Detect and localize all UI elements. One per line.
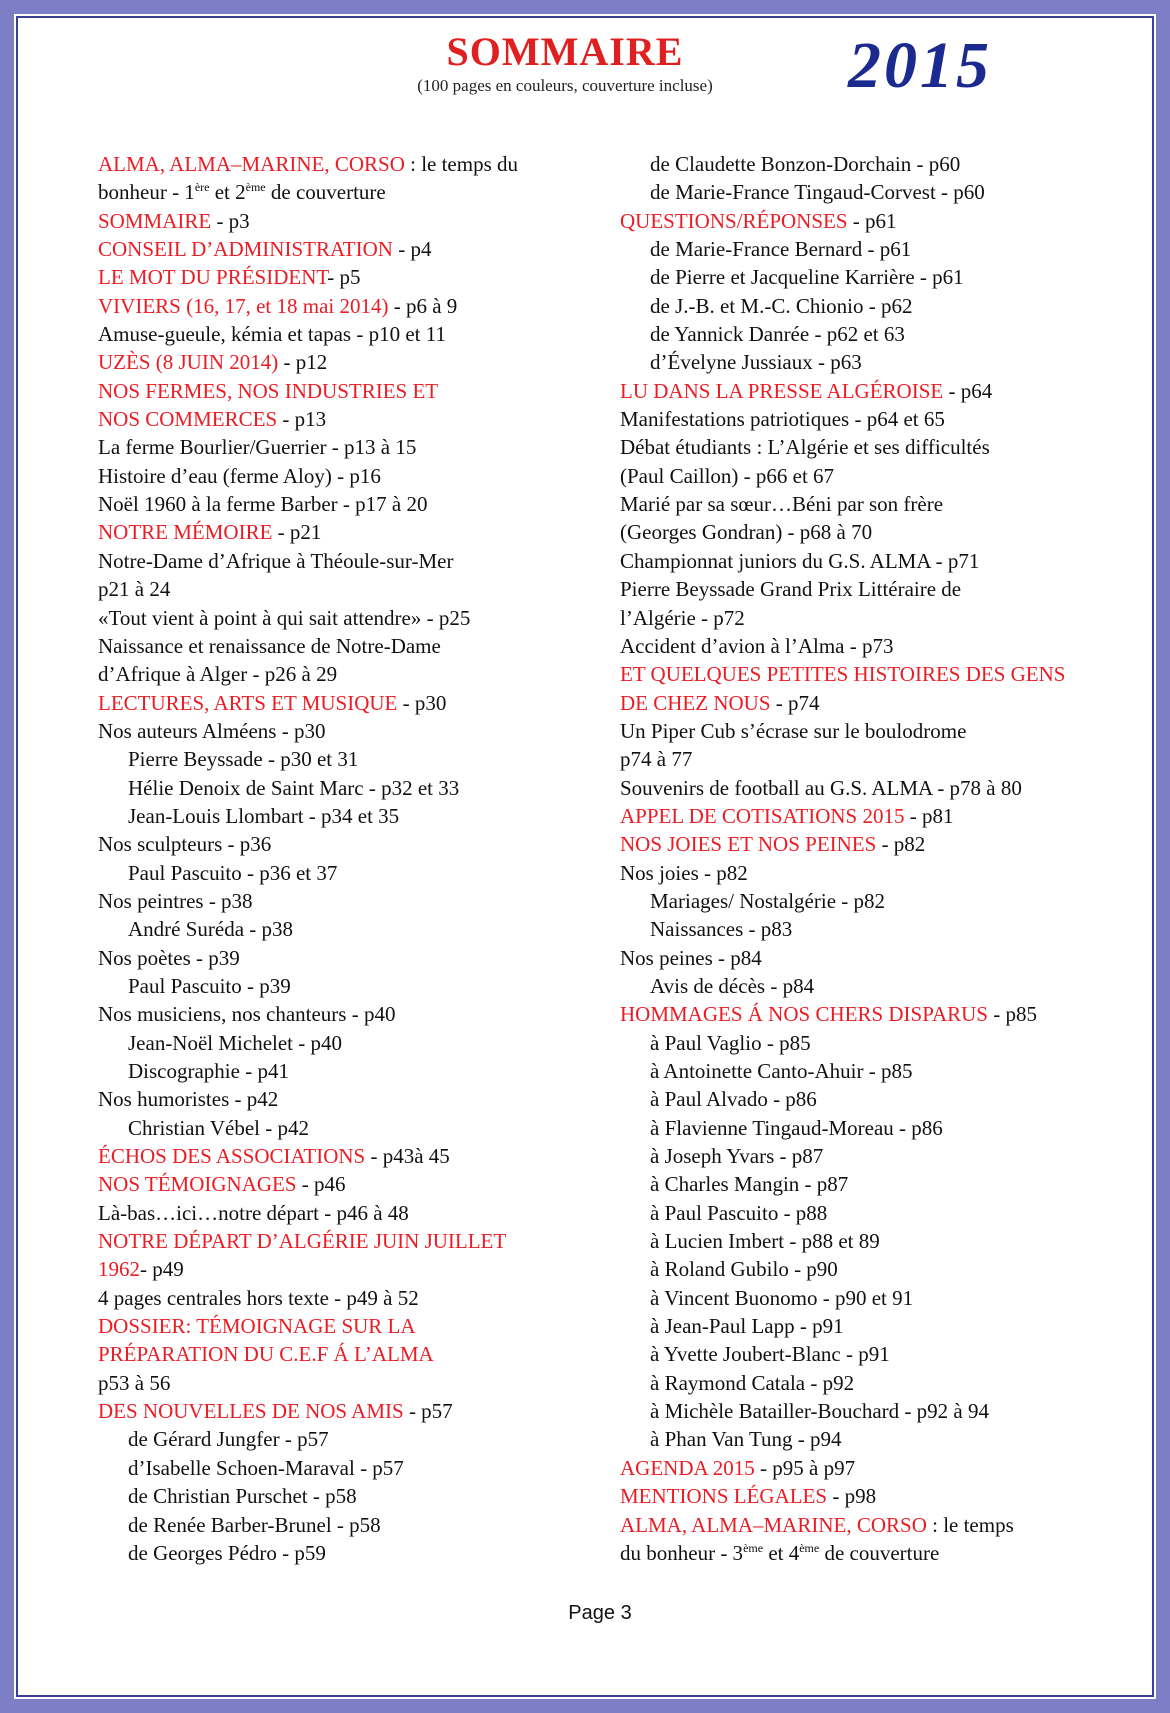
- toc-subentry: à Michèle Batailler-Bouchard - p92 à 94: [650, 1399, 989, 1424]
- toc-entry: Nos joies - p82: [620, 860, 748, 885]
- toc-section: [620, 660, 1120, 688]
- section-page: - p5: [327, 265, 361, 290]
- toc-subentry: Hélie Denoix de Saint Marc - p32 et 33: [128, 775, 460, 800]
- section-heading: 1962: [98, 1257, 140, 1282]
- toc-subentry: à Roland Gubilo - p90: [650, 1257, 838, 1282]
- toc-subentry: à Vincent Buonomo - p90 et 91: [650, 1285, 914, 1310]
- toc-subentry: de Claudette Bonzon-Dorchain - p60: [650, 152, 961, 176]
- toc-subentry: à Phan Van Tung - p94: [650, 1427, 842, 1452]
- section-page: - p4: [392, 237, 432, 262]
- toc-subentry: de Renée Barber-Brunel - p58: [128, 1512, 381, 1537]
- section-page: - p74: [770, 690, 820, 715]
- toc-subentry: à Flavienne Tingaud-Moreau - p86: [650, 1115, 943, 1140]
- toc-section: [98, 689, 618, 717]
- superscript: ème: [799, 1540, 820, 1555]
- section-heading: ALMA, ALMA–MARINE, CORSO: [98, 152, 405, 176]
- toc-section: [98, 150, 618, 178]
- toc-entry: p21 à 24: [98, 577, 171, 602]
- section-page: - p82: [876, 832, 926, 857]
- toc-section: [98, 263, 618, 291]
- toc-entry: La ferme Bourlier/Guerrier - p13 à 15: [98, 435, 417, 460]
- toc-subentry: Christian Vébel - p42: [128, 1115, 310, 1140]
- toc-entry: Notre-Dame d’Afrique à Théoule-sur-Mer: [98, 548, 454, 573]
- year-heading: 2015: [848, 29, 992, 102]
- toc-entry: «Tout vient à point à qui sait attendre» - p25: [98, 605, 471, 630]
- toc-entry: Histoire d’eau (ferme Aloy) - p16: [98, 463, 381, 488]
- toc-section: [98, 292, 618, 320]
- toc-section: [98, 518, 618, 546]
- toc-subentry: André Suréda - p38: [128, 917, 294, 942]
- toc-entry: Accident d’avion à l’Alma - p73: [620, 633, 894, 658]
- toc-subentry: Paul Pascuito - p36 et 37: [128, 860, 338, 885]
- toc-subentry: à Jean-Paul Lapp - p91: [650, 1314, 844, 1339]
- toc-entry: Nos sculpteurs - p36: [98, 832, 272, 857]
- section-page: - p57: [403, 1399, 453, 1424]
- section-heading: MENTIONS LÉGALES: [620, 1484, 828, 1509]
- toc-subentry: de Georges Pédro - p59: [128, 1540, 326, 1565]
- section-heading: AGENDA 2015: [620, 1455, 755, 1480]
- toc-subentry: Naissances - p83: [650, 917, 793, 942]
- toc-subentry: à Paul Pascuito - p88: [650, 1200, 828, 1225]
- section-heading: LECTURES, ARTS ET MUSIQUE: [98, 690, 398, 715]
- entry-text: de couverture: [265, 180, 386, 205]
- toc-entry: [620, 1539, 1120, 1567]
- toc-entry: p53 à 56: [98, 1370, 171, 1395]
- toc-section: [98, 235, 618, 263]
- toc-subentry: de Marie-France Bernard - p61: [650, 237, 912, 262]
- toc-entry: [98, 178, 618, 206]
- section-page: - p12: [278, 350, 328, 375]
- toc-subentry: à Paul Alvado - p86: [650, 1087, 817, 1112]
- section-heading: ET QUELQUES PETITES HISTOIRES DES GENS: [620, 662, 1066, 687]
- toc-subentry: Jean-Louis Llombart - p34 et 35: [128, 803, 400, 828]
- toc-subentry: à Joseph Yvars - p87: [650, 1144, 824, 1169]
- toc-section: [98, 1170, 618, 1198]
- toc-subentry: de Yannick Danrée - p62 et 63: [650, 322, 905, 347]
- section-page: : le temps du: [404, 152, 519, 176]
- toc-section: [98, 1397, 618, 1425]
- section-page: - p98: [827, 1484, 877, 1509]
- toc-entry: Nos poètes - p39: [98, 945, 240, 970]
- section-heading: VIVIERS (16, 17, et 18 mai 2014): [98, 293, 389, 318]
- superscript: ère: [194, 180, 210, 195]
- toc-section: [620, 1454, 1120, 1482]
- toc-section: [98, 348, 618, 376]
- toc-section: [98, 1227, 618, 1255]
- section-heading: HOMMAGES Á NOS CHERS DISPARUS: [620, 1002, 988, 1027]
- section-heading: DOSSIER: TÉMOIGNAGE SUR LA: [98, 1314, 416, 1339]
- toc-subentry: à Raymond Catala - p92: [650, 1370, 855, 1395]
- toc-section: [620, 1511, 1120, 1539]
- toc-section: [98, 207, 618, 235]
- toc-subentry: à Antoinette Canto-Ahuir - p85: [650, 1059, 913, 1083]
- entry-text: et 4: [763, 1540, 800, 1565]
- section-page: - p3: [211, 208, 250, 233]
- toc-entry: Marié par sa sœur…Béni par son frère: [620, 492, 944, 517]
- toc-subentry: de Pierre et Jacqueline Karrière - p61: [650, 265, 964, 290]
- toc-section: [620, 802, 1120, 830]
- section-heading: ÉCHOS DES ASSOCIATIONS: [98, 1144, 366, 1169]
- section-page: - p64: [943, 378, 993, 403]
- section-page: - p95 à p97: [754, 1455, 856, 1480]
- section-heading: NOS JOIES ET NOS PEINES: [620, 832, 877, 857]
- entry-text: bonheur - 1: [98, 180, 195, 205]
- toc-section: [98, 1340, 618, 1368]
- toc-entry: Championnat juniors du G.S. ALMA - p71: [620, 548, 980, 573]
- toc-section: [620, 377, 1120, 405]
- toc-subentry: d’Isabelle Schoen-Maraval - p57: [128, 1455, 404, 1480]
- section-page: - p61: [847, 208, 897, 233]
- section-page: : le temps: [926, 1512, 1014, 1537]
- toc-entry: Nos humoristes - p42: [98, 1087, 279, 1112]
- toc-entry: (Paul Caillon) - p66 et 67: [620, 463, 835, 488]
- section-page: - p43à 45: [365, 1144, 450, 1169]
- toc-section: [98, 1312, 618, 1340]
- entry-text: du bonheur - 3: [620, 1540, 744, 1565]
- toc-section: [620, 830, 1120, 858]
- toc-subentry: Jean-Noël Michelet - p40: [128, 1030, 343, 1055]
- section-heading: DES NOUVELLES DE NOS AMIS: [98, 1399, 404, 1424]
- toc-subentry: Mariages/ Nostalgérie - p82: [650, 888, 886, 913]
- section-heading: LE MOT DU PRÉSIDENT: [98, 265, 328, 290]
- toc-entry: Nos peintres - p38: [98, 888, 253, 913]
- toc-entry: Nos musiciens, nos chanteurs - p40: [98, 1002, 396, 1027]
- toc-entry: Nos peines - p84: [620, 945, 762, 970]
- toc-right-column: [620, 150, 1120, 1567]
- section-heading: PRÉPARATION DU C.E.F Á L’ALMA: [98, 1342, 434, 1367]
- toc-subentry: de Marie-France Tingaud-Corvest - p60: [650, 180, 985, 205]
- toc-subentry: de J.-B. et M.-C. Chionio - p62: [650, 293, 913, 318]
- toc-entry: Un Piper Cub s’écrase sur le boulodrome: [620, 718, 967, 743]
- toc-entry: Manifestations patriotiques - p64 et 65: [620, 407, 945, 432]
- toc-subentry: à Charles Mangin - p87: [650, 1172, 849, 1197]
- toc-section: [98, 1255, 618, 1283]
- toc-section: [98, 377, 618, 405]
- toc-subentry: à Paul Vaglio - p85: [650, 1030, 811, 1055]
- section-page: - p49: [140, 1257, 184, 1282]
- toc-section: [620, 689, 1120, 717]
- superscript: ème: [743, 1540, 764, 1555]
- section-page: - p6 à 9: [388, 293, 458, 318]
- superscript: ème: [245, 180, 266, 195]
- entry-text: et 2: [209, 180, 246, 205]
- toc-entry: (Georges Gondran) - p68 à 70: [620, 520, 873, 545]
- toc-section: [620, 1000, 1120, 1028]
- toc-entry: Là-bas…ici…notre départ - p46 à 48: [98, 1200, 409, 1225]
- section-heading: NOS TÉMOIGNAGES: [98, 1172, 297, 1197]
- page-number: Page 3: [568, 1602, 632, 1624]
- toc-entry: d’Afrique à Alger - p26 à 29: [98, 662, 338, 687]
- section-heading: ALMA, ALMA–MARINE, CORSO: [620, 1512, 927, 1537]
- section-heading: NOTRE MÉMOIRE: [98, 520, 273, 545]
- toc-subentry: d’Évelyne Jussiaux - p63: [650, 350, 862, 375]
- page-title: SOMMAIRE: [446, 29, 684, 74]
- toc-entry: l’Algérie - p72: [620, 605, 745, 630]
- section-heading: UZÈS (8 JUIN 2014): [98, 350, 279, 375]
- toc-entry: p74 à 77: [620, 747, 693, 772]
- toc-entry: Nos auteurs Alméens - p30: [98, 718, 326, 743]
- toc-section: [98, 405, 618, 433]
- toc-subentry: de Gérard Jungfer - p57: [128, 1427, 329, 1452]
- section-page: - p30: [397, 690, 447, 715]
- toc-section: [620, 1482, 1120, 1510]
- toc-subentry: de Christian Purschet - p58: [128, 1484, 357, 1509]
- section-page: - p21: [272, 520, 322, 545]
- page-subtitle: (100 pages en couleurs, couverture incluse): [417, 76, 713, 95]
- section-heading: NOS FERMES, NOS INDUSTRIES ET: [98, 378, 439, 403]
- section-heading: SOMMAIRE: [98, 208, 212, 233]
- toc-subentry: à Lucien Imbert - p88 et 89: [650, 1229, 880, 1254]
- toc-section: [98, 1142, 618, 1170]
- entry-text: de couverture: [819, 1540, 940, 1565]
- section-heading: APPEL DE COTISATIONS 2015: [620, 803, 905, 828]
- section-heading: NOTRE DÉPART D’ALGÉRIE JUIN JUILLET: [98, 1229, 507, 1254]
- toc-entry: Naissance et renaissance de Notre-Dame: [98, 633, 441, 658]
- section-heading: QUESTIONS/RÉPONSES: [620, 208, 848, 233]
- section-heading: NOS COMMERCES: [98, 407, 278, 432]
- section-heading: LU DANS LA PRESSE ALGÉROISE: [620, 378, 944, 403]
- toc-subentry: Discographie - p41: [128, 1059, 289, 1083]
- toc-subentry: Avis de décès - p84: [650, 973, 815, 998]
- section-page: - p46: [296, 1172, 346, 1197]
- toc-entry: 4 pages centrales hors texte - p49 à 52: [98, 1285, 419, 1310]
- section-page: - p85: [987, 1002, 1037, 1027]
- toc-entry: Souvenirs de football au G.S. ALMA - p78 à 80: [620, 775, 1022, 800]
- toc-section: [620, 207, 1120, 235]
- toc-entry: Noël 1960 à la ferme Barber - p17 à 20: [98, 492, 428, 517]
- section-page: - p13: [277, 407, 327, 432]
- section-page: - p81: [904, 803, 954, 828]
- toc-left-column: [98, 150, 618, 1567]
- toc-subentry: à Yvette Joubert-Blanc - p91: [650, 1342, 890, 1367]
- toc-entry: Pierre Beyssade Grand Prix Littéraire de: [620, 577, 962, 602]
- toc-entry: Amuse-gueule, kémia et tapas - p10 et 11: [98, 322, 446, 347]
- toc-subentry: Paul Pascuito - p39: [128, 973, 291, 998]
- toc-entry: Débat étudiants : L’Algérie et ses difficultés: [620, 435, 990, 460]
- section-heading: CONSEIL D’ADMINISTRATION: [98, 237, 393, 262]
- section-heading: DE CHEZ NOUS: [620, 690, 771, 715]
- toc-subentry: Pierre Beyssade - p30 et 31: [128, 747, 359, 772]
